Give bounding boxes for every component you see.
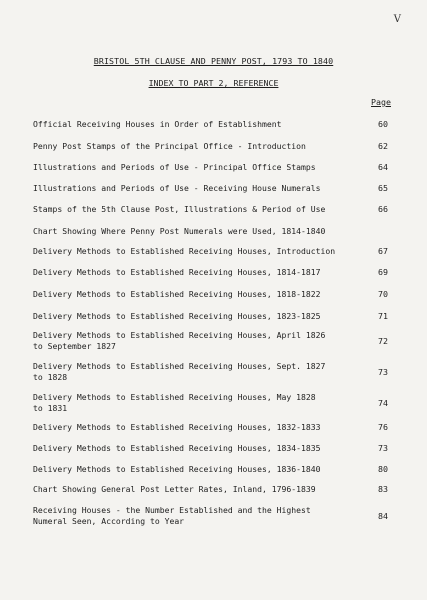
entry-page: 71 [378, 311, 388, 321]
entry-title: Receiving Houses - the Number Established and the Highest Numeral Seen, According to Year [33, 505, 311, 526]
entry-page: 72 [378, 336, 388, 346]
entry-page: 76 [378, 422, 388, 432]
index-entry [33, 330, 395, 352]
entry-page: 74 [378, 398, 388, 408]
index-entry [33, 361, 395, 383]
entry-title: Delivery Methods to Established Receiving Houses, May 1828 to 1831 [33, 392, 316, 413]
entry-title: Official Receiving Houses in Order of Establishment [33, 119, 282, 129]
index-entry [33, 505, 395, 527]
index-entries [33, 119, 395, 527]
index-entry [33, 289, 395, 300]
document-title: BRISTOL 5TH CLAUSE AND PENNY POST, 1793 TO 1840 [93, 56, 334, 66]
entry-title: Penny Post Stamps of the Principal Office - Introduction [33, 141, 306, 151]
index-entry [33, 464, 395, 475]
page-column-header: Page [371, 97, 391, 107]
entry-title: Delivery Methods to Established Receiving Houses, Sept. 1827 to 1828 [33, 361, 326, 382]
index-entry [33, 204, 395, 215]
entry-page: 65 [378, 183, 388, 193]
index-entry [33, 267, 395, 278]
entry-page: 66 [378, 204, 388, 214]
index-entry [33, 422, 395, 433]
index-entry [33, 311, 395, 322]
entry-page: 64 [378, 162, 388, 172]
entry-title: Delivery Methods to Established Receiving Houses, 1834-1835 [33, 443, 321, 453]
index-entry [33, 226, 395, 237]
entry-title: Delivery Methods to Established Receiving Houses, 1836-1840 [33, 464, 321, 474]
entry-title: Delivery Methods to Established Receiving Houses, April 1826 to September 1827 [33, 330, 326, 351]
entry-title: Illustrations and Periods of Use - Receiving House Numerals [33, 183, 321, 193]
page-number: V [393, 14, 401, 25]
entry-page: 67 [378, 246, 388, 256]
entry-title: Illustrations and Periods of Use - Principal Office Stamps [33, 162, 316, 172]
entry-title: Chart Showing General Post Letter Rates, Inland, 1796-1839 [33, 484, 316, 494]
entry-title: Delivery Methods to Established Receiving Houses, 1832-1833 [33, 422, 321, 432]
index-entry [33, 162, 395, 173]
entry-page: 70 [378, 289, 388, 299]
entry-title: Delivery Methods to Established Receiving Houses, 1823-1825 [33, 311, 321, 321]
entry-title: Delivery Methods to Established Receiving Houses, Introduction [33, 246, 336, 256]
entry-title: Chart Showing Where Penny Post Numerals were Used, 1814-1840 [33, 226, 326, 236]
entry-title: Stamps of the 5th Clause Post, Illustrations & Period of Use [33, 204, 326, 214]
index-entry [33, 246, 395, 257]
entry-page: 83 [378, 484, 388, 494]
index-entry [33, 484, 395, 495]
entry-page: 80 [378, 464, 388, 474]
index-entry [33, 392, 395, 414]
entry-page: 73 [378, 443, 388, 453]
index-entry [33, 119, 395, 130]
entry-page: 60 [378, 119, 388, 129]
index-entry [33, 183, 395, 194]
entry-page: 84 [378, 511, 388, 521]
index-subtitle: INDEX TO PART 2, REFERENCE [148, 78, 279, 88]
entry-title: Delivery Methods to Established Receiving Houses, 1818-1822 [33, 289, 321, 299]
entry-page: 69 [378, 267, 388, 277]
entry-page: 73 [378, 367, 388, 377]
index-entry [33, 443, 395, 454]
entry-title: Delivery Methods to Established Receiving Houses, 1814-1817 [33, 267, 321, 277]
index-entry [33, 141, 395, 152]
entry-page: 62 [378, 141, 388, 151]
